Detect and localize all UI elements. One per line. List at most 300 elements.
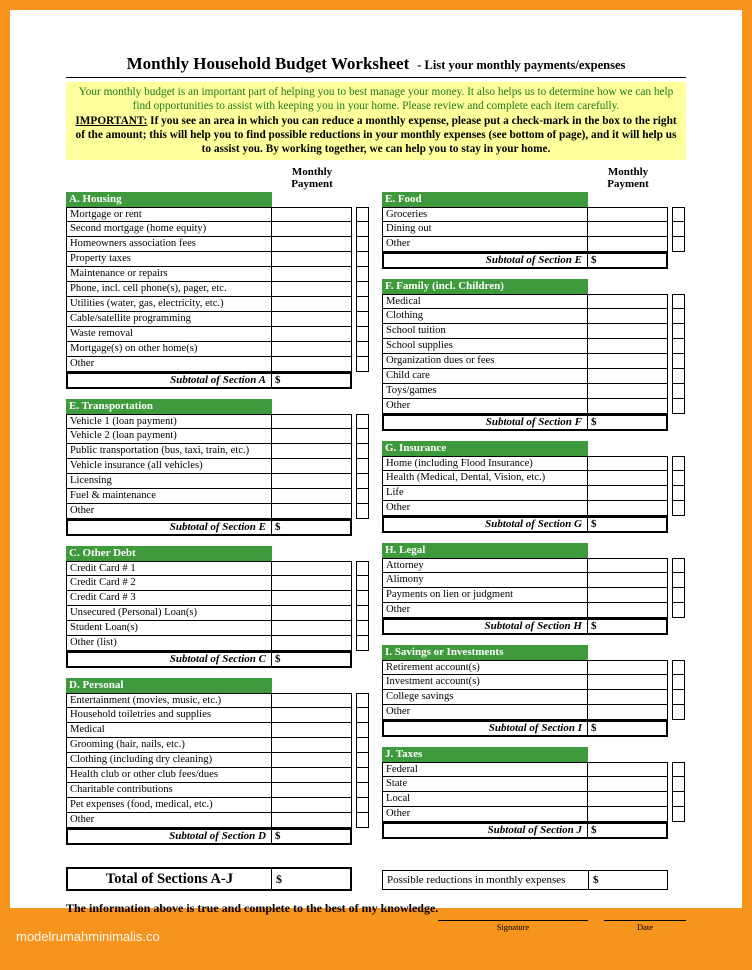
reduction-checkbox[interactable] (356, 357, 369, 372)
expense-row (66, 591, 370, 606)
section-rows (382, 660, 686, 720)
payment-field[interactable] (272, 768, 352, 783)
payment-field[interactable] (588, 294, 668, 309)
date-field[interactable]: Date (604, 920, 686, 932)
payment-field[interactable] (588, 384, 668, 399)
reduction-checkbox[interactable] (356, 708, 369, 723)
payment-field[interactable] (588, 603, 668, 618)
reduction-checkbox[interactable] (672, 384, 685, 399)
expense-label: Student Loan(s) (66, 621, 272, 636)
payment-field[interactable] (588, 237, 668, 252)
subtotal-amount-field[interactable]: $ (271, 653, 350, 666)
section-f-family-incl-children (382, 279, 686, 431)
expense-row (66, 267, 370, 282)
reduction-checkbox[interactable] (672, 222, 685, 237)
expense-label: Credit Card # 3 (66, 591, 272, 606)
expense-label: Home (including Flood Insurance) (382, 456, 588, 471)
reduction-checkbox[interactable] (672, 762, 685, 777)
reduction-checkbox[interactable] (672, 705, 685, 720)
payment-field[interactable] (588, 369, 668, 384)
expense-label: Other (66, 813, 272, 828)
expense-row (66, 459, 370, 474)
expense-row (382, 309, 686, 324)
expense-label: Life (382, 486, 588, 501)
expense-row (66, 489, 370, 504)
payment-field[interactable] (272, 297, 352, 312)
reduction-checkbox[interactable] (356, 798, 369, 813)
monthly-payment-header-line: Monthly (607, 165, 649, 178)
reduction-checkbox[interactable] (356, 621, 369, 636)
payment-field[interactable] (272, 723, 352, 738)
expense-label: Household toiletries and supplies (66, 708, 272, 723)
payment-field[interactable] (588, 690, 668, 705)
reduction-checkbox[interactable] (356, 327, 369, 342)
section-rows (382, 294, 686, 414)
expense-label: Mortgage or rent (66, 207, 272, 222)
reduction-checkbox[interactable] (672, 675, 685, 690)
possible-reductions-box (382, 870, 668, 890)
expense-label: Fuel & maintenance (66, 489, 272, 504)
important-note (72, 114, 680, 157)
reduction-checkbox[interactable] (672, 399, 685, 414)
reduction-checkbox[interactable] (356, 252, 369, 267)
expense-label: Maintenance or repairs (66, 267, 272, 282)
right-column (382, 166, 686, 855)
subtotal-row (66, 372, 352, 389)
expense-row (382, 573, 686, 588)
expense-row (66, 237, 370, 252)
subtotal-row (382, 720, 668, 737)
expense-row (382, 777, 686, 792)
reduction-checkbox[interactable] (672, 486, 685, 501)
payment-field[interactable] (588, 558, 668, 573)
section-title-bar: J. Taxes (382, 747, 588, 762)
payment-field[interactable] (588, 354, 668, 369)
subtotal-amount-field[interactable]: $ (587, 518, 666, 531)
payment-field[interactable] (272, 693, 352, 708)
expense-label: Vehicle 1 (loan payment) (66, 414, 272, 429)
total-sections-box (66, 867, 352, 891)
reduction-checkbox[interactable] (672, 603, 685, 618)
expense-row (66, 357, 370, 372)
subtotal-amount-field[interactable]: $ (271, 830, 350, 843)
expense-label: Dining out (382, 222, 588, 237)
expense-row (382, 471, 686, 486)
expense-label: Pet expenses (food, medical, etc.) (66, 798, 272, 813)
section-title-bar: H. Legal (382, 543, 588, 558)
reduction-checkbox[interactable] (356, 297, 369, 312)
subtotal-label: Subtotal of Section C (169, 652, 266, 665)
section-title-bar: A. Housing (66, 192, 272, 207)
expense-label: Federal (382, 762, 588, 777)
expense-label: Phone, incl. cell phone(s), pager, etc. (66, 282, 272, 297)
reduction-checkbox[interactable] (356, 576, 369, 591)
payment-field[interactable] (588, 588, 668, 603)
reduction-checkbox[interactable] (356, 267, 369, 282)
reduction-checkbox[interactable] (356, 591, 369, 606)
expense-row (66, 813, 370, 828)
payment-field[interactable] (588, 324, 668, 339)
payment-field[interactable] (272, 459, 352, 474)
payment-field[interactable] (588, 807, 668, 822)
reduction-checkbox[interactable] (672, 660, 685, 675)
reduction-checkbox[interactable] (356, 414, 369, 429)
subtotal-label: Subtotal of Section H (484, 619, 582, 632)
expense-label: Other (list) (66, 636, 272, 651)
subtotal-amount-field[interactable]: $ (271, 374, 350, 387)
reduction-checkbox[interactable] (356, 207, 369, 222)
expense-label: Grooming (hair, nails, etc.) (66, 738, 272, 753)
expense-row (66, 429, 370, 444)
payment-field[interactable] (588, 309, 668, 324)
reductions-amount-field[interactable]: $ (588, 871, 667, 889)
subtotal-amount-field[interactable]: $ (587, 722, 666, 735)
payment-field[interactable] (272, 738, 352, 753)
payment-field[interactable] (272, 342, 352, 357)
signature-field[interactable]: Signature (438, 920, 588, 932)
reduction-checkbox[interactable] (356, 768, 369, 783)
expense-label: Other (66, 357, 272, 372)
section-rows (382, 456, 686, 516)
expense-label: Alimony (382, 573, 588, 588)
reduction-checkbox[interactable] (356, 813, 369, 828)
expense-row (382, 354, 686, 369)
expense-row (66, 693, 370, 708)
payment-field[interactable] (588, 222, 668, 237)
expense-label: Unsecured (Personal) Loan(s) (66, 606, 272, 621)
section-d-personal (66, 678, 370, 845)
reduction-checkbox[interactable] (672, 777, 685, 792)
section-title-bar: D. Personal (66, 678, 272, 693)
expense-label: Toys/games (382, 384, 588, 399)
expense-row (66, 414, 370, 429)
expense-label: Attorney (382, 558, 588, 573)
payment-field[interactable] (272, 222, 352, 237)
expense-label: Health club or other club fees/dues (66, 768, 272, 783)
reduction-checkbox[interactable] (356, 312, 369, 327)
reduction-checkbox[interactable] (672, 690, 685, 705)
expense-row (66, 561, 370, 576)
reduction-checkbox[interactable] (672, 354, 685, 369)
payment-field[interactable] (588, 762, 668, 777)
subtotal-amount-field[interactable]: $ (271, 521, 350, 534)
reduction-checkbox[interactable] (356, 723, 369, 738)
worksheet-columns (66, 166, 686, 855)
expense-row (66, 207, 370, 222)
subtotal-row (382, 516, 668, 533)
left-column (66, 166, 370, 855)
reduction-checkbox[interactable] (356, 222, 369, 237)
subtotal-label: Subtotal of Section I (488, 721, 582, 734)
expense-row (382, 792, 686, 807)
expense-label: Public transportation (bus, taxi, train, etc.) (66, 444, 272, 459)
reduction-checkbox[interactable] (356, 753, 369, 768)
expense-label: Clothing (382, 309, 588, 324)
expense-label: Waste removal (66, 327, 272, 342)
payment-field[interactable] (272, 489, 352, 504)
expense-label: Other (382, 603, 588, 618)
payment-field[interactable] (588, 675, 668, 690)
expense-label: College savings (382, 690, 588, 705)
payment-field[interactable] (588, 777, 668, 792)
reduction-checkbox[interactable] (672, 294, 685, 309)
payment-field[interactable] (588, 456, 668, 471)
section-c-other-debt (66, 546, 370, 668)
section-i-savings-or-investments (382, 645, 686, 737)
expense-row (66, 723, 370, 738)
payment-field[interactable] (588, 339, 668, 354)
reduction-checkbox[interactable] (356, 237, 369, 252)
reduction-checkbox[interactable] (672, 207, 685, 222)
payment-field[interactable] (588, 399, 668, 414)
subtotal-row (66, 651, 352, 668)
expense-label: Homeowners association fees (66, 237, 272, 252)
reduction-checkbox[interactable] (356, 489, 369, 504)
expense-row (66, 738, 370, 753)
expense-label: Retirement account(s) (382, 660, 588, 675)
expense-row (382, 762, 686, 777)
intro-text: Your monthly budget is an important part of helping you to best manage your money. It also helps us to determine how we can help find opportunities to assist with keeping you in your home. Please review and complete each item carefully. (78, 86, 674, 113)
expense-row (382, 690, 686, 705)
section-h-legal (382, 543, 686, 635)
section-title-bar: G. Insurance (382, 441, 588, 456)
section-rows (66, 207, 370, 372)
section-title-bar: E. Food (382, 192, 588, 207)
expense-row (66, 327, 370, 342)
expense-label: Medical (382, 294, 588, 309)
expense-row (382, 807, 686, 822)
section-rows (66, 414, 370, 519)
expense-label: Utilities (water, gas, electricity, etc.) (66, 297, 272, 312)
expense-label: Credit Card # 2 (66, 576, 272, 591)
expense-row (66, 297, 370, 312)
payment-field[interactable] (272, 708, 352, 723)
expense-row (382, 558, 686, 573)
expense-label: Charitable contributions (66, 783, 272, 798)
expense-row (382, 369, 686, 384)
expense-label: Other (382, 705, 588, 720)
totals-right (382, 867, 686, 891)
expense-label: School tuition (382, 324, 588, 339)
expense-label: Vehicle 2 (loan payment) (66, 429, 272, 444)
payment-field[interactable] (272, 606, 352, 621)
reduction-checkbox[interactable] (356, 444, 369, 459)
reduction-checkbox[interactable] (672, 501, 685, 516)
subtotal-label: Subtotal of Section D (169, 829, 266, 842)
payment-field[interactable] (272, 753, 352, 768)
reduction-checkbox[interactable] (356, 606, 369, 621)
subtotal-amount-field[interactable]: $ (587, 416, 666, 429)
section-rows (382, 207, 686, 252)
reduction-checkbox[interactable] (356, 429, 369, 444)
payment-field[interactable] (588, 705, 668, 720)
reduction-checkbox[interactable] (356, 342, 369, 357)
expense-row (382, 399, 686, 414)
expense-row (382, 207, 686, 222)
expense-label: Payments on lien or judgment (382, 588, 588, 603)
worksheet-page (10, 10, 742, 932)
payment-field[interactable] (272, 474, 352, 489)
payment-field[interactable] (588, 573, 668, 588)
expense-label: Organization dues or fees (382, 354, 588, 369)
expense-label: Health (Medical, Dental, Vision, etc.) (382, 471, 588, 486)
expense-row (382, 384, 686, 399)
expense-row (382, 603, 686, 618)
payment-field[interactable] (272, 783, 352, 798)
subtotal-row (382, 414, 668, 431)
payment-field[interactable] (588, 660, 668, 675)
payment-field[interactable] (272, 357, 352, 372)
reduction-checkbox[interactable] (356, 693, 369, 708)
expense-row (382, 339, 686, 354)
expense-label: Credit Card # 1 (66, 561, 272, 576)
subtotal-label: Subtotal of Section F (485, 415, 582, 428)
expense-row (382, 501, 686, 516)
expense-label: Other (382, 399, 588, 414)
subtotal-row (382, 618, 668, 635)
reduction-checkbox[interactable] (356, 783, 369, 798)
expense-label: Other (66, 504, 272, 519)
payment-field[interactable] (272, 267, 352, 282)
payment-field[interactable] (272, 636, 352, 651)
expense-row (382, 705, 686, 720)
reduction-checkbox[interactable] (672, 792, 685, 807)
totals-left (66, 867, 370, 891)
expense-label: Medical (66, 723, 272, 738)
payment-field[interactable] (272, 237, 352, 252)
expense-label: Groceries (382, 207, 588, 222)
payment-field[interactable] (272, 444, 352, 459)
reduction-checkbox[interactable] (672, 237, 685, 252)
expense-row (66, 783, 370, 798)
payment-field[interactable] (588, 792, 668, 807)
reduction-checkbox[interactable] (672, 369, 685, 384)
payment-field[interactable] (588, 501, 668, 516)
reduction-checkbox[interactable] (672, 471, 685, 486)
payment-field[interactable] (588, 486, 668, 501)
page-title (66, 54, 686, 78)
payment-field[interactable] (272, 561, 352, 576)
expense-row (66, 621, 370, 636)
expense-label: Mortgage(s) on other home(s) (66, 342, 272, 357)
section-title-bar: I. Savings or Investments (382, 645, 588, 660)
payment-field[interactable] (272, 798, 352, 813)
expense-row (66, 753, 370, 768)
certification-note: The information above is true and complete to the best of my knowledge. (66, 900, 439, 915)
subtotal-amount-field[interactable]: $ (587, 824, 666, 837)
payment-field[interactable] (588, 471, 668, 486)
expense-label: Vehicle insurance (all vehicles) (66, 459, 272, 474)
expense-label: State (382, 777, 588, 792)
reduction-checkbox[interactable] (672, 324, 685, 339)
expense-row (382, 294, 686, 309)
section-rows (66, 561, 370, 651)
title-main: Monthly Household Budget Worksheet (126, 54, 410, 73)
expense-row (382, 588, 686, 603)
reduction-checkbox[interactable] (356, 474, 369, 489)
payment-field[interactable] (272, 327, 352, 342)
expense-label: Local (382, 792, 588, 807)
expense-row (382, 660, 686, 675)
subtotal-amount-field[interactable]: $ (587, 620, 666, 633)
payment-field[interactable] (272, 429, 352, 444)
expense-row (66, 222, 370, 237)
subtotal-label: Subtotal of Section E (485, 253, 582, 266)
reduction-checkbox[interactable] (672, 456, 685, 471)
payment-field[interactable] (272, 207, 352, 222)
total-amount-field[interactable]: $ (271, 869, 350, 889)
reduction-checkbox[interactable] (356, 738, 369, 753)
reduction-checkbox[interactable] (356, 561, 369, 576)
expense-label: Property taxes (66, 252, 272, 267)
subtotal-row (382, 252, 668, 269)
expense-label: Investment account(s) (382, 675, 588, 690)
reduction-checkbox[interactable] (356, 282, 369, 297)
payment-field[interactable] (272, 312, 352, 327)
reduction-checkbox[interactable] (356, 636, 369, 651)
payment-field[interactable] (272, 591, 352, 606)
section-rows (66, 693, 370, 828)
payment-field[interactable] (588, 207, 668, 222)
reduction-checkbox[interactable] (672, 807, 685, 822)
reduction-checkbox[interactable] (356, 504, 369, 519)
expense-row (66, 444, 370, 459)
expense-label: Second mortgage (home equity) (66, 222, 272, 237)
expense-row (66, 504, 370, 519)
section-rows (382, 558, 686, 618)
subtotal-label: Subtotal of Section A (170, 373, 266, 386)
expense-row (66, 768, 370, 783)
expense-label: Other (382, 501, 588, 516)
reduction-checkbox[interactable] (356, 459, 369, 474)
payment-field[interactable] (272, 813, 352, 828)
monthly-payment-header-line: Monthly (291, 165, 333, 178)
reduction-checkbox[interactable] (672, 573, 685, 588)
monthly-payment-header (272, 166, 352, 190)
subtotal-label: Subtotal of Section E (169, 520, 266, 533)
payment-field[interactable] (272, 504, 352, 519)
section-rows (382, 762, 686, 822)
intro-note (66, 82, 686, 160)
section-a-housing (66, 192, 370, 389)
section-e-food (382, 192, 686, 269)
section-title-bar: E. Transportation (66, 399, 272, 414)
totals-row (66, 867, 686, 891)
reduction-checkbox[interactable] (672, 309, 685, 324)
expense-row (382, 486, 686, 501)
payment-field[interactable] (272, 414, 352, 429)
reduction-checkbox[interactable] (672, 339, 685, 354)
expense-label: Licensing (66, 474, 272, 489)
reduction-checkbox[interactable] (672, 558, 685, 573)
section-g-insurance (382, 441, 686, 533)
expense-row (66, 708, 370, 723)
expense-row (66, 474, 370, 489)
watermark-text: modelrumahminimalis.co (16, 929, 160, 944)
payment-field[interactable] (272, 621, 352, 636)
expense-row (66, 312, 370, 327)
expense-label: Entertainment (movies, music, etc.) (66, 693, 272, 708)
reduction-checkbox[interactable] (672, 588, 685, 603)
payment-field[interactable] (272, 252, 352, 267)
expense-row (382, 675, 686, 690)
payment-field[interactable] (272, 576, 352, 591)
payment-field[interactable] (272, 282, 352, 297)
subtotal-label: Subtotal of Section J (487, 823, 582, 836)
subtotal-amount-field[interactable]: $ (587, 254, 666, 267)
expense-row (66, 342, 370, 357)
expense-row (66, 606, 370, 621)
